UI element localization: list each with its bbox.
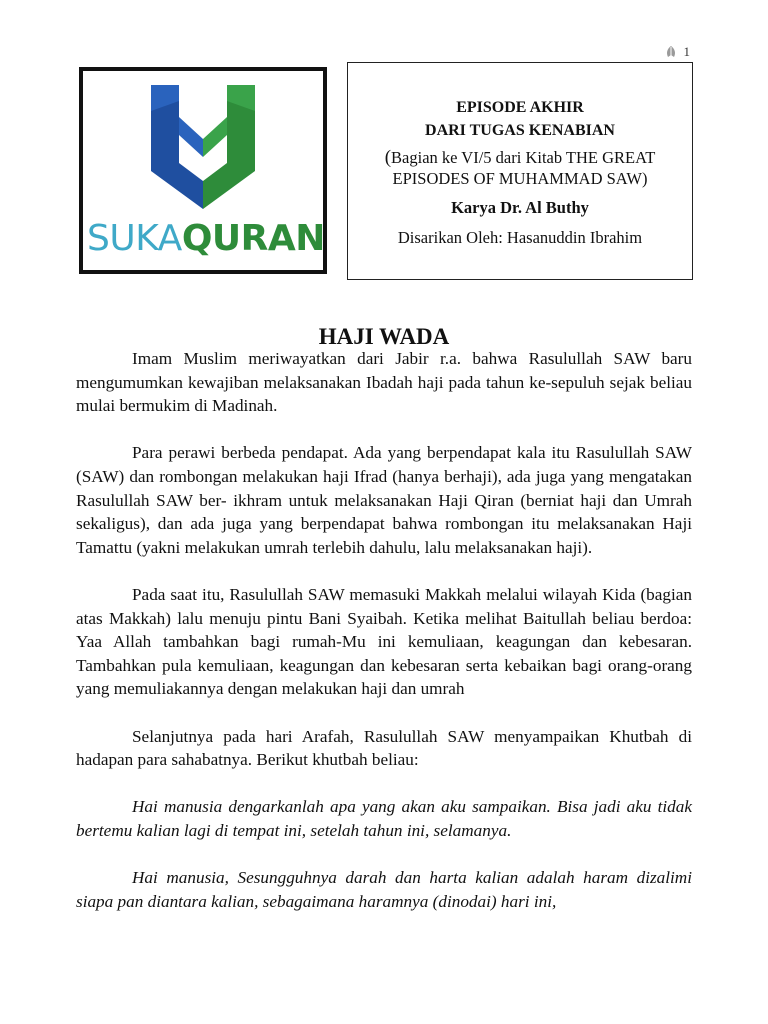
paragraph-3: Pada saat itu, Rasulullah SAW memasuki Makkah melalui wilayah Kida (bagian atas Makkah) lalu menuju pintu Bani Syaibah. Ketika melihat Baitullah beliau berdoa: Yaa Allah tambahkan bagi rumah-Mu ini kemuliaan, keagungan dan kebesaran. Tambahkan pula kemuliaan, keagungan dan kebesaran serta kebaikan bagi orang-orang yang memuliakannya dengan melakukan haji dan umrah (76, 584, 692, 699)
paragraph-4: Selanjutnya pada hari Arafah, Rasulullah SAW menyampaikan Khutbah di hadapan para sahabatnya. Berikut khutbah beliau: (76, 726, 692, 770)
sukaquran-logo (79, 67, 327, 274)
paragraph-5: Hai manusia dengarkanlah apa yang akan aku sampaikan. Bisa jadi aku tidak bertemu kalian lagi di tempat ini, setelah tahun ini, selamanya. (76, 797, 692, 840)
document-title (348, 96, 692, 142)
document-compiler: Disarikan Oleh: Hasanuddin Ibrahim (397, 228, 643, 247)
title-line-2: DARI TUGAS KENABIAN (425, 122, 615, 139)
document-author: Karya Dr. Al Buthy (451, 198, 589, 217)
page-number (664, 44, 691, 60)
paragraph-1: Imam Muslim meriwayatkan dari Jabir r.a. bahwa Rasulullah SAW baru mengumumkan kewajiban melaksanakan Ibadah haji pada tahun ke-sepuluh sejak beliau mulai bermukim di Madinah. (76, 349, 692, 416)
logo-word-quran: QURAN (181, 218, 325, 259)
title-line-1: EPISODE AKHIR (456, 99, 584, 116)
title-box (347, 62, 693, 280)
logo-word-suka: SUKA (87, 218, 182, 259)
section-heading: HAJI WADA (318, 324, 450, 349)
paragraph-2: Para perawi berbeda pendapat. Ada yang berpendapat kala itu Rasulullah SAW (SAW) dan rombongan melakukan haji Ifrad (hanya berhaji), ada juga yang mengatakan Rasulullah SAW ber- ikhram untuk melaksanakan Haji Qiran (berniat haji dan Umrah sekaligus), dan ada juga yang berpendapat bahwa rombongan itu melaksanakan Haji Tamattu (yakni melakukan umrah terlebih dahulu, lalu melaksanakan haji). (76, 443, 692, 557)
subtitle-open-paren: ( (384, 147, 392, 168)
document-subtitle (348, 147, 692, 189)
subtitle-text: Bagian ke VI/5 dari Kitab THE GREAT EPISODES OF MUHAMMAD SAW) (391, 148, 656, 188)
sukaquran-logo-icon (83, 71, 323, 221)
leaf-icon (664, 45, 678, 59)
paragraph-6: Hai manusia, Sesungguhnya darah dan harta kalian adalah haram dizalimi siapa pan diantara kalian, sebagaimana haramnya (dinodai) hari ini, (76, 868, 692, 911)
page-number-text: 1 (683, 44, 690, 59)
body-text (76, 347, 692, 937)
logo-wordmark (87, 218, 325, 259)
